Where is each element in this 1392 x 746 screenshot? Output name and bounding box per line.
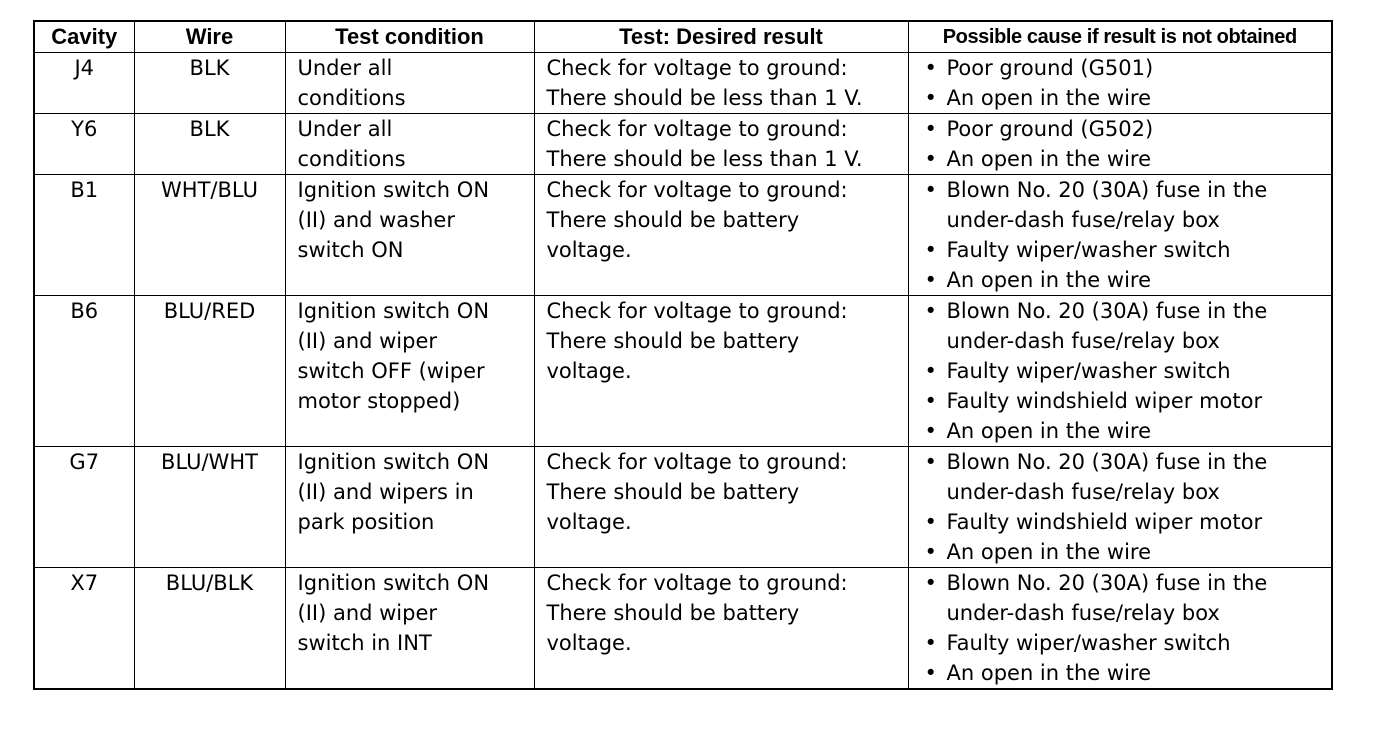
table-header bbox=[34, 21, 1332, 53]
condition-line: Under all bbox=[297, 117, 393, 141]
bullet-icon: • bbox=[924, 510, 937, 534]
cause-item bbox=[921, 175, 1326, 235]
desired-result-cell bbox=[534, 447, 908, 568]
bullet-icon: • bbox=[924, 86, 937, 110]
condition-line: switch OFF (wiper bbox=[297, 359, 485, 383]
cause-list bbox=[921, 568, 1326, 688]
condition-line: Ignition switch ON bbox=[297, 299, 490, 323]
cause-item bbox=[921, 507, 1326, 537]
condition-line: (II) and wipers in bbox=[297, 480, 474, 504]
result-line: voltage. bbox=[546, 359, 632, 383]
possible-cause-cell bbox=[908, 447, 1332, 568]
table-body bbox=[34, 53, 1332, 690]
condition-line: conditions bbox=[297, 147, 406, 171]
bullet-icon: • bbox=[924, 450, 937, 474]
result-line: There should be less than 1 V. bbox=[546, 147, 863, 171]
result-line: Check for voltage to ground: bbox=[546, 178, 848, 202]
bullet-icon: • bbox=[924, 147, 937, 171]
result-line: There should be battery bbox=[546, 329, 800, 353]
cause-line: Poor ground (G501) bbox=[946, 56, 1154, 80]
wire-cell: BLK bbox=[134, 53, 285, 114]
cause-item bbox=[921, 537, 1326, 567]
cause-item bbox=[921, 235, 1326, 265]
result-line: There should be less than 1 V. bbox=[546, 86, 863, 110]
cause-line: under-dash fuse/relay box bbox=[946, 601, 1220, 625]
cause-line: Blown No. 20 (30A) fuse in the bbox=[946, 299, 1268, 323]
cause-item bbox=[921, 628, 1326, 658]
condition-line: Ignition switch ON bbox=[297, 178, 490, 202]
header-row bbox=[34, 21, 1332, 53]
bullet-icon: • bbox=[924, 238, 937, 262]
wire-cell: WHT/BLU bbox=[134, 175, 285, 296]
cause-line: Faulty windshield wiper motor bbox=[946, 389, 1263, 413]
cause-line: Faulty wiper/washer switch bbox=[946, 359, 1231, 383]
bullet-icon: • bbox=[924, 117, 937, 141]
possible-cause-cell bbox=[908, 53, 1332, 114]
wire-cell: BLK bbox=[134, 114, 285, 175]
cause-list bbox=[921, 296, 1326, 446]
bullet-icon: • bbox=[924, 359, 937, 383]
result-line: There should be battery bbox=[546, 480, 800, 504]
condition-line: park position bbox=[297, 510, 435, 534]
cause-item bbox=[921, 386, 1326, 416]
cavity-cell: B1 bbox=[34, 175, 134, 296]
bullet-icon: • bbox=[924, 268, 937, 292]
bullet-icon: • bbox=[924, 56, 937, 80]
table-row bbox=[34, 296, 1332, 447]
cause-item bbox=[921, 356, 1326, 386]
result-line: Check for voltage to ground: bbox=[546, 450, 848, 474]
possible-cause-cell bbox=[908, 114, 1332, 175]
cause-line: Poor ground (G502) bbox=[946, 117, 1154, 141]
test-condition-cell bbox=[285, 53, 534, 114]
cause-list bbox=[921, 447, 1326, 567]
test-condition-cell bbox=[285, 568, 534, 690]
cause-item bbox=[921, 416, 1326, 446]
cause-item bbox=[921, 447, 1326, 507]
cause-line: Faulty wiper/washer switch bbox=[946, 631, 1231, 655]
condition-line: Ignition switch ON bbox=[297, 450, 490, 474]
cause-line: An open in the wire bbox=[946, 147, 1151, 171]
cause-list bbox=[921, 175, 1326, 295]
condition-line: conditions bbox=[297, 86, 406, 110]
cause-line: An open in the wire bbox=[946, 268, 1151, 292]
bullet-icon: • bbox=[924, 540, 937, 564]
result-line: voltage. bbox=[546, 238, 632, 262]
cause-line: Blown No. 20 (30A) fuse in the bbox=[946, 571, 1268, 595]
cavity-cell: Y6 bbox=[34, 114, 134, 175]
bullet-icon: • bbox=[924, 661, 937, 685]
cause-line: An open in the wire bbox=[946, 419, 1151, 443]
table-row bbox=[34, 114, 1332, 175]
cause-item bbox=[921, 114, 1326, 144]
wire-cell: BLU/WHT bbox=[134, 447, 285, 568]
cause-item bbox=[921, 144, 1326, 174]
cause-list bbox=[921, 53, 1326, 113]
cavity-cell: X7 bbox=[34, 568, 134, 690]
table-row bbox=[34, 447, 1332, 568]
cause-line: under-dash fuse/relay box bbox=[946, 480, 1220, 504]
cause-item bbox=[921, 83, 1326, 113]
header-cavity: Cavity bbox=[34, 21, 134, 53]
desired-result-cell bbox=[534, 568, 908, 690]
troubleshooting-table-container bbox=[33, 20, 1331, 690]
cavity-cell: G7 bbox=[34, 447, 134, 568]
result-line: voltage. bbox=[546, 631, 632, 655]
result-line: Check for voltage to ground: bbox=[546, 299, 848, 323]
cause-line: Blown No. 20 (30A) fuse in the bbox=[946, 450, 1268, 474]
possible-cause-cell bbox=[908, 296, 1332, 447]
bullet-icon: • bbox=[924, 178, 937, 202]
condition-line: Under all bbox=[297, 56, 393, 80]
troubleshooting-table bbox=[33, 20, 1333, 690]
wire-cell: BLU/BLK bbox=[134, 568, 285, 690]
condition-line: Ignition switch ON bbox=[297, 571, 490, 595]
condition-line: (II) and washer bbox=[297, 208, 455, 232]
cause-line: An open in the wire bbox=[946, 661, 1151, 685]
header-possible-cause: Possible cause if result is not obtained bbox=[908, 21, 1332, 53]
cause-item bbox=[921, 658, 1326, 688]
cause-line: Blown No. 20 (30A) fuse in the bbox=[946, 178, 1268, 202]
cause-item bbox=[921, 296, 1326, 356]
bullet-icon: • bbox=[924, 631, 937, 655]
bullet-icon: • bbox=[924, 299, 937, 323]
cause-line: under-dash fuse/relay box bbox=[946, 208, 1220, 232]
cause-line: Faulty windshield wiper motor bbox=[946, 510, 1263, 534]
condition-line: switch in INT bbox=[297, 631, 432, 655]
possible-cause-cell bbox=[908, 175, 1332, 296]
cause-line: under-dash fuse/relay box bbox=[946, 329, 1220, 353]
result-line: Check for voltage to ground: bbox=[546, 117, 848, 141]
result-line: There should be battery bbox=[546, 601, 800, 625]
bullet-icon: • bbox=[924, 419, 937, 443]
table-row bbox=[34, 175, 1332, 296]
cause-list bbox=[921, 114, 1326, 174]
cause-item bbox=[921, 568, 1326, 628]
desired-result-cell bbox=[534, 175, 908, 296]
test-condition-cell bbox=[285, 114, 534, 175]
desired-result-cell bbox=[534, 53, 908, 114]
condition-line: (II) and wiper bbox=[297, 329, 438, 353]
condition-line: switch ON bbox=[297, 238, 404, 262]
condition-line: (II) and wiper bbox=[297, 601, 438, 625]
desired-result-cell bbox=[534, 114, 908, 175]
test-condition-cell bbox=[285, 296, 534, 447]
header-wire: Wire bbox=[134, 21, 285, 53]
result-line: There should be battery bbox=[546, 208, 800, 232]
cause-item bbox=[921, 265, 1326, 295]
result-line: voltage. bbox=[546, 510, 632, 534]
bullet-icon: • bbox=[924, 571, 937, 595]
cavity-cell: J4 bbox=[34, 53, 134, 114]
header-desired-result: Test: Desired result bbox=[534, 21, 908, 53]
test-condition-cell bbox=[285, 175, 534, 296]
result-line: Check for voltage to ground: bbox=[546, 56, 848, 80]
cause-item bbox=[921, 53, 1326, 83]
wire-cell: BLU/RED bbox=[134, 296, 285, 447]
desired-result-cell bbox=[534, 296, 908, 447]
bullet-icon: • bbox=[924, 389, 937, 413]
cause-line: An open in the wire bbox=[946, 86, 1151, 110]
cause-line: Faulty wiper/washer switch bbox=[946, 238, 1231, 262]
possible-cause-cell bbox=[908, 568, 1332, 690]
result-line: Check for voltage to ground: bbox=[546, 571, 848, 595]
header-test-condition: Test condition bbox=[285, 21, 534, 53]
test-condition-cell bbox=[285, 447, 534, 568]
cavity-cell: B6 bbox=[34, 296, 134, 447]
cause-line: An open in the wire bbox=[946, 540, 1151, 564]
table-row bbox=[34, 53, 1332, 114]
condition-line: motor stopped) bbox=[297, 389, 461, 413]
table-row bbox=[34, 568, 1332, 690]
